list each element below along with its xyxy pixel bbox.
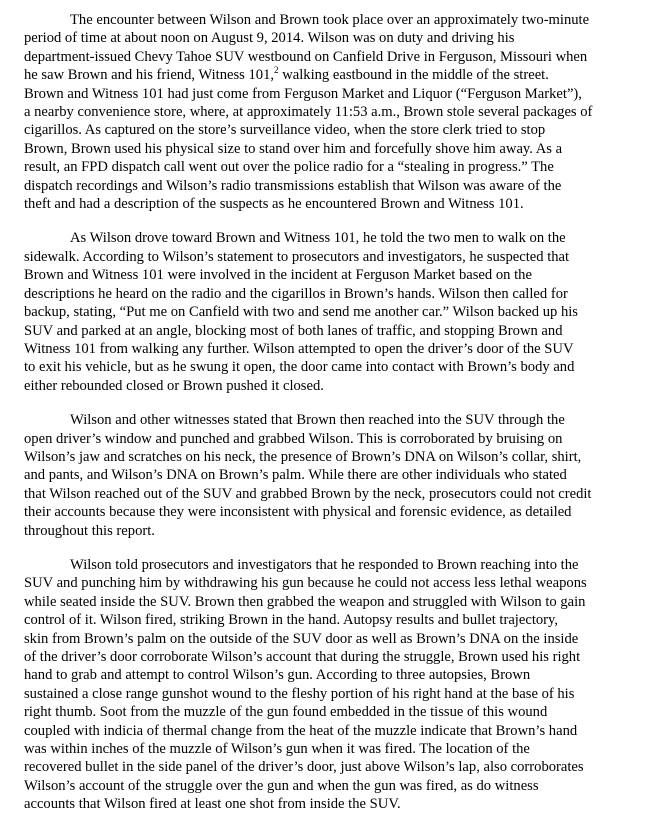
paragraph-line: The encounter between Wilson and Brown took place over an approximately two-minute bbox=[70, 12, 590, 28]
paragraph-line: sidewalk. According to Wilson’s statement to prosecutors and investigators, he suspected that bbox=[24, 248, 570, 265]
paragraph-line: Wilson’s jaw and scratches on his neck, the presence of Brown’s DNA on Wilson’s collar, shirt, bbox=[24, 448, 582, 465]
paragraph-line: Witness 101 from walking any further. Wilson attempted to open the driver’s door of the SUV bbox=[24, 340, 574, 357]
paragraph-line: descriptions he heard on the radio and the cigarillos in Brown’s hands. Wilson then called for bbox=[24, 285, 568, 302]
paragraph-line: Wilson and other witnesses stated that Brown then reached into the SUV through the bbox=[70, 412, 565, 429]
paragraph-line: dispatch recordings and Wilson’s radio transmissions establish that Wilson was aware of the bbox=[24, 177, 562, 194]
paragraph-line-start: he saw Brown and his friend, Witness 101, bbox=[24, 67, 275, 84]
paragraph-line: skin from Brown’s palm on the outside of the SUV door as well as Brown’s DNA on the inside bbox=[24, 630, 579, 647]
footnote-marker[interactable]: 2 bbox=[274, 65, 279, 76]
paragraph-line: a nearby convenience store, where, at approximately 11:53 a.m., Brown stole several packages of bbox=[24, 104, 593, 121]
paragraph-line: recovered bullet in the side panel of the driver’s door, just above Wilson’s lap, also corroborates bbox=[24, 759, 584, 776]
paragraph-line: throughout this report. bbox=[24, 522, 155, 539]
paragraph-line: period of time at about noon on August 9, 2014. Wilson was on duty and driving his bbox=[24, 30, 515, 47]
paragraph-line: theft and had a description of the suspects as he encountered Brown and Witness 101. bbox=[24, 196, 524, 213]
paragraph-line: to exit his vehicle, but as he swung it open, the door came into contact with Brown’s body and bbox=[24, 359, 575, 376]
paragraph-line: hand to grab and attempt to control Wilson’s gun. According to three autopsies, Brown bbox=[24, 667, 531, 684]
paragraph-line: SUV and punching him by withdrawing his gun because he could not access less lethal weapons bbox=[24, 575, 587, 592]
paragraph-line-with-footnote bbox=[24, 66, 645, 84]
paragraph-line: sustained a close range gunshot wound to the fleshy portion of his right hand at the base of his bbox=[24, 685, 575, 702]
paragraph-line: backup, stating, “Put me on Canfield with two and send me another car.” Wilson backed up his bbox=[24, 304, 578, 321]
paragraph-line: Brown, Brown used his physical size to stand over him and forcefully shove him away. As a bbox=[24, 140, 563, 157]
paragraph-line: Wilson’s account of the struggle over the gun and when the gun was fired, as do witness bbox=[24, 777, 539, 794]
paragraph-line: open driver’s window and punched and grabbed Wilson. This is corroborated by bruising on bbox=[24, 430, 563, 447]
paragraph-line: department-issued Chevy Tahoe SUV westbound on Canfield Drive in Ferguson, Missouri when bbox=[24, 48, 588, 65]
paragraph-line: result, an FPD dispatch call went out over the police radio for a “stealing in progress.” The bbox=[24, 159, 554, 176]
paragraph-line: control of it. Wilson fired, striking Brown in the hand. Autopsy results and bullet trajectory, bbox=[24, 612, 559, 629]
paragraph-line: right thumb. Soot from the muzzle of the gun found embedded in the tissue of this wound bbox=[24, 704, 548, 721]
paragraph-1 bbox=[24, 11, 645, 213]
paragraph-line: their accounts because they were inconsistent with physical and forensic evidence, as detailed bbox=[24, 504, 572, 521]
paragraph-line: Wilson told prosecutors and investigators that he responded to Brown reaching into the bbox=[70, 556, 579, 573]
paragraph-line: cigarillos. As captured on the store’s surveillance video, when the store clerk tried to stop bbox=[24, 122, 546, 139]
paragraph-4 bbox=[24, 556, 645, 814]
paragraph-line: coupled with indicia of thermal change from the heat of the muzzle indicate that Brown’s hand bbox=[24, 722, 578, 739]
paragraph-line: of the driver’s door corroborate Wilson’s account that during the struggle, Brown used his right bbox=[24, 649, 581, 665]
paragraph-line: either rebounded closed or Brown pushed it closed. bbox=[24, 377, 324, 394]
paragraph-line: that Wilson reached out of the SUV and grabbed Brown by the neck, prosecutors could not credit bbox=[24, 485, 592, 502]
paragraph-line: and pants, and Wilson’s DNA on Brown’s palm. While there are other individuals who stated bbox=[24, 467, 567, 484]
paragraph-line-end: walking eastbound in the middle of the street. bbox=[278, 67, 549, 84]
paragraph-line: Brown and Witness 101 had just come from Ferguson Market and Liquor (“Ferguson Market”), bbox=[24, 85, 582, 102]
paragraph-3 bbox=[24, 411, 645, 540]
paragraph-line: accounts that Wilson fired at least one shot from inside the SUV. bbox=[24, 796, 401, 813]
paragraph-2 bbox=[24, 229, 645, 395]
paragraph-line: As Wilson drove toward Brown and Witness 101, he told the two men to walk on the bbox=[70, 230, 566, 247]
paragraph-line: while seated inside the SUV. Brown then grabbed the weapon and struggled with Wilson to gain bbox=[24, 593, 586, 610]
paragraph-line: SUV and parked at an angle, blocking most of both lanes of traffic, and stopping Brown and bbox=[24, 322, 563, 339]
paragraph-line: Brown and Witness 101 were involved in the incident at Ferguson Market based on the bbox=[24, 267, 532, 284]
paragraph-line: was within inches of the muzzle of Wilson’s gun when it was fired. The location of the bbox=[24, 741, 530, 758]
